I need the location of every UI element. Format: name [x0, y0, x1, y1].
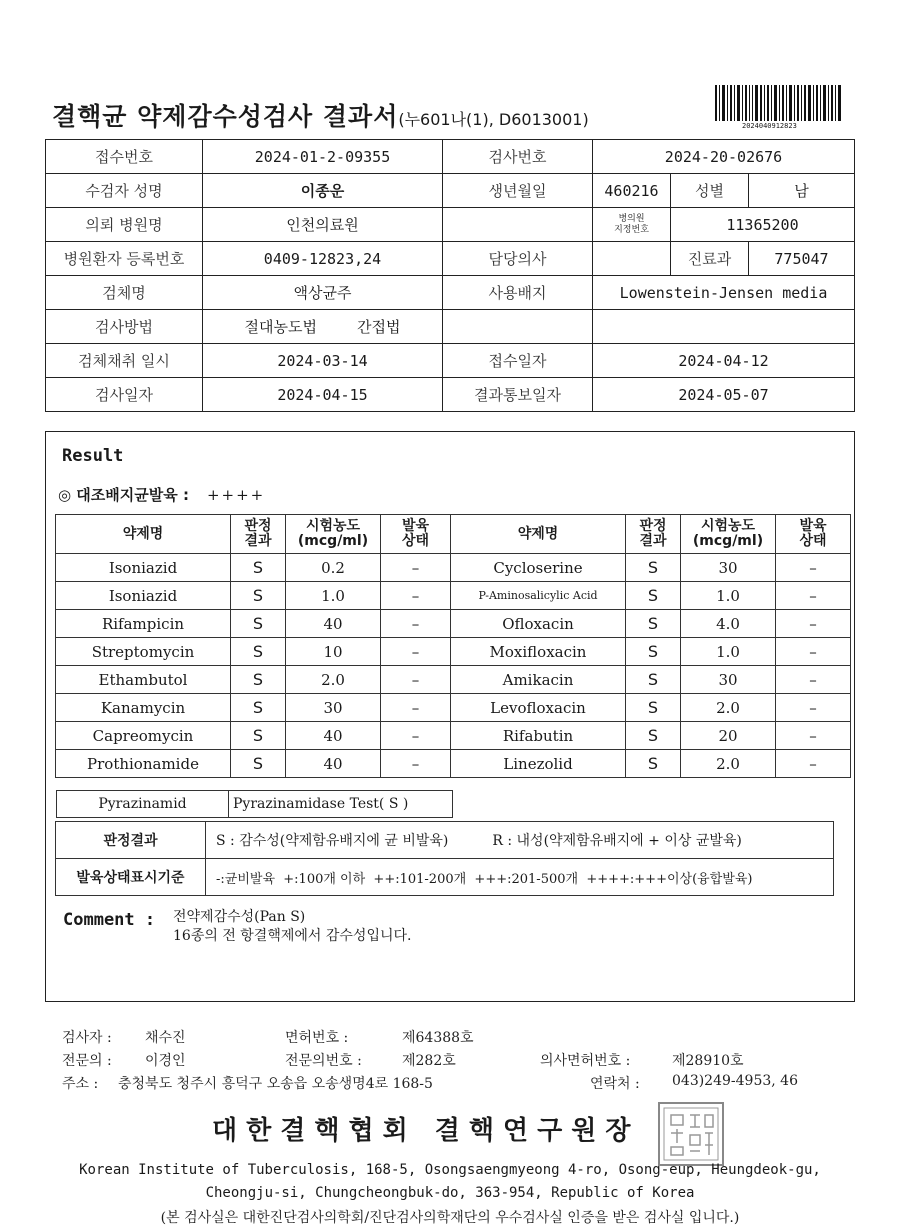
drug-conc: 2.0	[286, 666, 381, 694]
table-row	[56, 610, 851, 638]
drug-conc: 40	[286, 750, 381, 778]
doctor-label: 담당의사	[443, 242, 593, 276]
reception-no: 2024-01-2-09355	[203, 140, 443, 174]
reception-no-label: 접수번호	[46, 140, 203, 174]
control-growth-value: ++++	[206, 486, 266, 504]
drug-result: S	[231, 582, 286, 610]
drug-result: S	[626, 582, 681, 610]
sex-value: 남	[749, 174, 855, 208]
specialist-no: 제282호	[402, 1053, 456, 1069]
drug-conc: 1.0	[286, 582, 381, 610]
drug-conc: 2.0	[681, 694, 776, 722]
drug-growth: –	[776, 694, 851, 722]
table-row	[56, 554, 851, 582]
pza-value: Pyrazinamidase Test( S )	[229, 791, 453, 818]
receive-date: 2024-04-12	[593, 344, 855, 378]
notify-date: 2024-05-07	[593, 378, 855, 412]
drug-name: Streptomycin	[56, 638, 231, 666]
method-label: 검사방법	[46, 310, 203, 344]
drug-result: S	[231, 694, 286, 722]
license-label: 면허번호 :	[285, 1030, 349, 1046]
specimen-value: 액상균주	[203, 276, 443, 310]
drug-result: S	[626, 610, 681, 638]
specialist-label: 전문의 :	[62, 1053, 112, 1069]
drug-name: Kanamycin	[56, 694, 231, 722]
col-conc: 시험농도 (mcg/ml)	[681, 515, 776, 554]
drug-conc: 40	[286, 722, 381, 750]
empty-cell	[443, 310, 593, 344]
control-growth-label: ◎ 대조배지균발육 :	[58, 486, 189, 504]
hospital-label: 의뢰 병원명	[46, 208, 203, 242]
drug-name: Levofloxacin	[451, 694, 626, 722]
drug-name: Moxifloxacin	[451, 638, 626, 666]
hospital-name: 인천의료원	[203, 208, 443, 242]
drug-name: Ethambutol	[56, 666, 231, 694]
drug-name: Rifabutin	[451, 722, 626, 750]
contact-label: 연락처 :	[590, 1076, 640, 1092]
drug-conc: 30	[681, 666, 776, 694]
result-title: Result	[62, 446, 124, 466]
english-address-1: Korean Institute of Tuberculosis, 168-5, Osongsaengmyeong 4-ro, Osong-eup, Heungdeok-gu,	[79, 1162, 821, 1178]
table-row	[56, 694, 851, 722]
dept-label: 진료과	[671, 242, 749, 276]
table-row	[56, 638, 851, 666]
barcode-image	[715, 85, 841, 121]
drug-result: S	[626, 638, 681, 666]
table-row	[56, 750, 851, 778]
organization-name: 대한결핵협회 결핵연구원장	[212, 1116, 640, 1146]
contact: 043)249-4953, 46	[672, 1073, 798, 1089]
drug-name: P-Aminosalicylic Acid	[451, 582, 626, 610]
receive-date-label: 접수일자	[443, 344, 593, 378]
drug-growth: –	[381, 638, 451, 666]
designation-label: 병의원 지정번호	[593, 208, 671, 242]
barcode-number: 2024040912823	[742, 122, 797, 130]
empty-cell	[443, 208, 593, 242]
patient-reg-no: 0409-12823,24	[203, 242, 443, 276]
drug-result: S	[231, 750, 286, 778]
col-growth: 발육 상태	[776, 515, 851, 554]
doctor-license-label: 의사면허번호 :	[540, 1053, 631, 1069]
drug-name: Amikacin	[451, 666, 626, 694]
document-title: 결핵균 약제감수성검사 결과서(누601나(1), D6013001)	[52, 102, 589, 131]
judge-s: S : 감수성(약제함유배지에 균 비발육)	[216, 833, 449, 849]
drug-result: S	[626, 554, 681, 582]
judge-legend	[206, 822, 834, 859]
drug-growth: –	[381, 694, 451, 722]
drug-conc: 30	[286, 694, 381, 722]
drug-growth: –	[381, 750, 451, 778]
test-no-label: 검사번호	[443, 140, 593, 174]
col-judge: 판정 결과	[231, 515, 286, 554]
test-date-label: 검사일자	[46, 378, 203, 412]
drug-growth: –	[381, 610, 451, 638]
tester-name: 채수진	[145, 1030, 186, 1046]
drug-conc: 4.0	[681, 610, 776, 638]
drug-result: S	[231, 554, 286, 582]
comment-label: Comment :	[63, 910, 156, 930]
test-no: 2024-20-02676	[593, 140, 855, 174]
drug-result: S	[231, 610, 286, 638]
drug-growth: –	[776, 582, 851, 610]
drug-name: Prothionamide	[56, 750, 231, 778]
patient-reg-label: 병원환자 등록번호	[46, 242, 203, 276]
certification-note: (본 검사실은 대한진단검사의학회/진단검사의학재단의 우수검사실 인증을 받은 검사실 입니다.)	[160, 1210, 740, 1226]
drug-growth: –	[776, 666, 851, 694]
empty-cell	[593, 310, 855, 344]
medium-value: Lowenstein-Jensen media	[593, 276, 855, 310]
growth-legend: -:균비발육 +:100개 이하 ++:101-200개 +++:201-500개 ++++:+++이상(융합발육)	[206, 859, 834, 896]
drug-result: S	[231, 722, 286, 750]
drug-name: Isoniazid	[56, 582, 231, 610]
sex-label: 성별	[671, 174, 749, 208]
patient-name-label: 수검자 성명	[46, 174, 203, 208]
growth-legend-label: 발육상태표시기준	[56, 859, 206, 896]
form-code: (누601나(1), D6013001)	[398, 110, 589, 129]
drug-name: Ofloxacin	[451, 610, 626, 638]
official-seal-stamp	[657, 1101, 725, 1167]
drug-conc: 1.0	[681, 638, 776, 666]
test-date: 2024-04-15	[203, 378, 443, 412]
drug-growth: –	[776, 554, 851, 582]
drug-growth: –	[776, 610, 851, 638]
dept-value: 775047	[749, 242, 855, 276]
drug-conc: 30	[681, 554, 776, 582]
doctor-name	[593, 242, 671, 276]
drug-name: Linezolid	[451, 750, 626, 778]
table-row	[56, 722, 851, 750]
patient-name: 이종운	[203, 174, 443, 208]
drug-growth: –	[776, 722, 851, 750]
patient-info-table	[45, 139, 855, 412]
drug-result: S	[231, 666, 286, 694]
address-label: 주소 :	[62, 1076, 99, 1092]
drug-growth: –	[381, 666, 451, 694]
specialist-no-label: 전문의번호 :	[285, 1053, 362, 1069]
drug-name: Cycloserine	[451, 554, 626, 582]
drug-conc: 0.2	[286, 554, 381, 582]
drug-conc: 20	[681, 722, 776, 750]
designation-no: 11365200	[671, 208, 855, 242]
drug-result: S	[626, 722, 681, 750]
birth-label: 생년월일	[443, 174, 593, 208]
drug-conc: 2.0	[681, 750, 776, 778]
pyrazinamide-table	[56, 790, 453, 818]
drug-growth: –	[776, 638, 851, 666]
drug-name: Capreomycin	[56, 722, 231, 750]
comment-text: 전약제감수성(Pan S) 16종의 전 항결핵제에서 감수성입니다.	[173, 909, 412, 944]
doctor-license-no: 제28910호	[672, 1053, 744, 1069]
specimen-label: 검체명	[46, 276, 203, 310]
collect-date-label: 검체채취 일시	[46, 344, 203, 378]
col-judge: 판정 결과	[626, 515, 681, 554]
drug-result: S	[231, 638, 286, 666]
medium-label: 사용배지	[443, 276, 593, 310]
drug-name: Isoniazid	[56, 554, 231, 582]
drug-result: S	[626, 666, 681, 694]
drug-growth: –	[381, 582, 451, 610]
drug-result: S	[626, 750, 681, 778]
drug-name: Rifampicin	[56, 610, 231, 638]
col-drug: 약제명	[56, 515, 231, 554]
address: 충청북도 청주시 흥덕구 오송읍 오송생명4로 168-5	[118, 1076, 433, 1092]
drug-growth: –	[776, 750, 851, 778]
drug-growth: –	[381, 722, 451, 750]
collect-date: 2024-03-14	[203, 344, 443, 378]
table-row	[56, 666, 851, 694]
pza-label: Pyrazinamid	[57, 791, 229, 818]
specialist-name: 이경인	[145, 1053, 186, 1069]
drug-conc: 10	[286, 638, 381, 666]
col-conc: 시험농도 (mcg/ml)	[286, 515, 381, 554]
license-no: 제64388호	[402, 1030, 474, 1046]
drug-conc: 1.0	[681, 582, 776, 610]
legend-table	[55, 821, 834, 896]
birth-date: 460216	[593, 174, 671, 208]
control-growth	[58, 484, 265, 505]
english-address-2: Cheongju-si, Chungcheongbuk-do, 363-954, Republic of Korea	[205, 1185, 695, 1201]
col-drug: 약제명	[451, 515, 626, 554]
judge-r: R : 내성(약제함유배지에 + 이상 균발육)	[492, 833, 742, 849]
col-growth: 발육 상태	[381, 515, 451, 554]
notify-date-label: 결과통보일자	[443, 378, 593, 412]
drug-result: S	[626, 694, 681, 722]
method-value: 절대농도법 간접법	[203, 310, 443, 344]
drug-susceptibility-table	[55, 514, 851, 778]
drug-growth: –	[381, 554, 451, 582]
drug-conc: 40	[286, 610, 381, 638]
tester-label: 검사자 :	[62, 1030, 112, 1046]
table-row	[56, 582, 851, 610]
judge-legend-label: 판정결과	[56, 822, 206, 859]
